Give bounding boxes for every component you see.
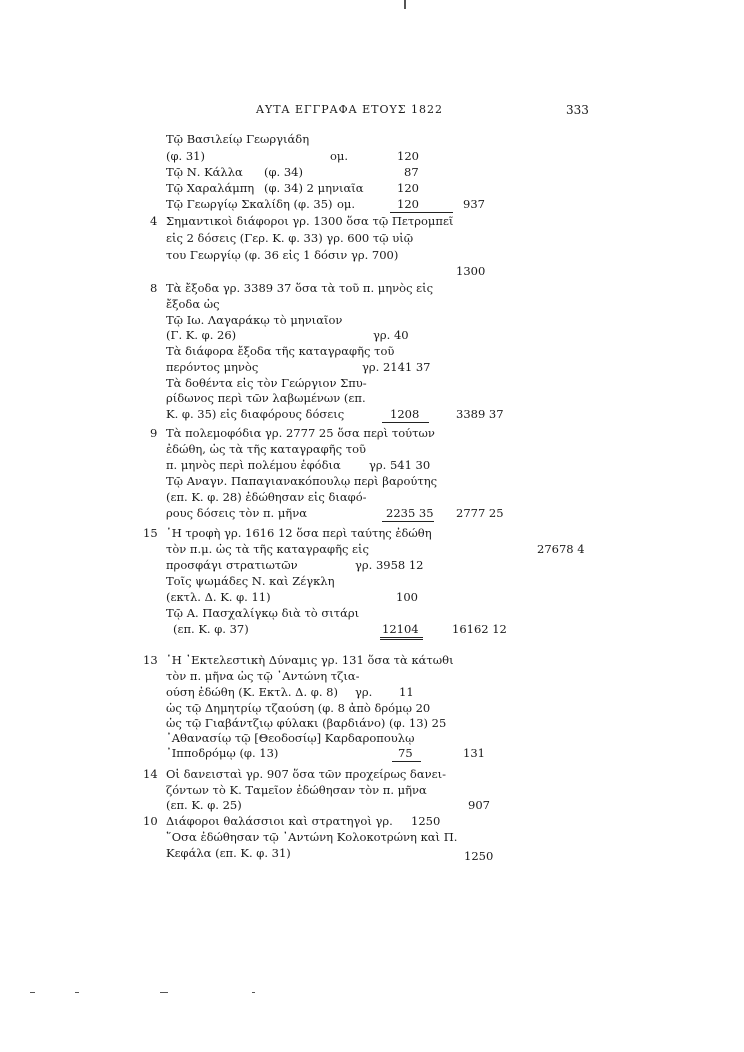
entry-line: (φ. 31) (166, 149, 205, 163)
subtotal: 1300 (456, 264, 486, 278)
entry-number: 4 (150, 214, 158, 228)
entry-line: ῾Η ᾿Εκτελεστικὴ Δύναμις γρ. 131 ὅσα τὰ κάτωθι (166, 653, 454, 667)
entry-line: Τὰ διάφορα ἔξοδα τῆς καταγραφῆς τοῦ (166, 344, 395, 358)
entry-line: π. μηνὸς περὶ πολέμου ἐφόδια (166, 458, 341, 472)
scan-mark (404, 0, 406, 9)
subtotal: 3389 37 (456, 407, 504, 421)
entry-line: Τὰ πολεμοφόδια γρ. 2777 25 ὅσα περὶ τούτων (166, 426, 435, 440)
entry-line: τὸν π.μ. ὡς τὰ τῆς καταγραφῆς εἰς (166, 542, 369, 556)
entry-number: 10 (143, 814, 158, 828)
entry-line: (επ. Κ. φ. 25) (166, 798, 242, 812)
entry-line: ομ. (337, 197, 356, 211)
scan-mark (75, 992, 79, 993)
amount: 12104 (380, 622, 423, 640)
entry-line: (επ. Κ. φ. 28) ἐδώθησαν εἰς διαφό- (166, 490, 367, 504)
entry-line: (εκτλ. Δ. Κ. φ. 11) (166, 590, 271, 604)
entry-line: Τῷ Ιω. Λαγαράκῳ τὸ μηνιαῖον (166, 313, 343, 327)
entry-number: 15 (143, 526, 158, 540)
entry-line: προσφάγι στρατιωτῶν (166, 558, 298, 572)
grand-total: 27678 4 (537, 542, 585, 556)
amount: 120 (397, 149, 419, 163)
amount: 75 (392, 746, 421, 762)
entry-line: ὡς τῷ Δημητρίῳ τζαούση (φ. 8 ἀπὸ δρόμῳ 20 (166, 701, 431, 715)
entry-line: ἔξοδα ὡς (166, 297, 220, 311)
subtotal: 1250 (464, 849, 494, 863)
amount: 1208 (382, 407, 429, 423)
entry-line: ούση ἐδώθη (Κ. Εκτλ. Δ. φ. 8) (166, 685, 338, 699)
entry-line: Τὰ δοθέντα εἰς τὸν Γεώργιον Σπυ- (166, 376, 367, 390)
subtotal: 131 (463, 746, 485, 760)
amount: 11 (399, 685, 414, 699)
entry-line: τὸν π. μῆνα ὡς τῷ ᾿Αντώνη τζια- (166, 669, 360, 683)
entry-number: 14 (143, 767, 158, 781)
entry-line: ομ. (330, 149, 349, 163)
entry-line: Τῷ Βασιλείῳ Γεωργιάδη (166, 132, 310, 146)
amount: 87 (404, 165, 419, 179)
amount: 2235 35 (382, 506, 434, 522)
entry-line: ὡς τῷ Γιαβάντζιῳ φύλακι (βαρδιάνο) (φ. 13) 25 (166, 716, 447, 730)
entry-line: Κ. φ. 35) εἰς διαφόρους δόσεις (166, 407, 345, 421)
page-number: 333 (566, 103, 589, 117)
entry-line: ᾿Αθανασίῳ τῷ [Θεοδοσίῳ] Καρδαροπουλῳ (166, 731, 415, 745)
scan-mark (160, 992, 168, 993)
entry-line: Οἱ δανεισταὶ γρ. 907 ὅσα τῶν προχείρως δανει- (166, 767, 446, 781)
amount: γρ. 40 (373, 328, 409, 342)
entry-line: (φ. 34) (264, 165, 303, 179)
entry-line: Τῷ Α. Πασχαλίγκῳ διὰ τὸ σιτάρι (166, 606, 360, 620)
entry-line: Διάφοροι θαλάσσιοι καὶ στρατηγοὶ γρ. (166, 814, 393, 828)
entry-line: ἐδώθη, ὡς τὰ τῆς καταγραφῆς τοῦ (166, 442, 366, 456)
entry-line: εἰς 2 δόσεις (Γερ. Κ. φ. 33) γρ. 600 τῷ υἱῷ (166, 231, 414, 245)
entry-line: ζόντων τὸ Κ. Ταμεῖον ἐδώθησαν τὸν π. μῆνα (166, 783, 427, 797)
entry-line: (Γ. Κ. φ. 26) (166, 328, 237, 342)
entry-line: ρίδωνος περὶ τῶν λαβωμένων (επ. (166, 391, 366, 405)
amount: 120 (397, 181, 419, 195)
entry-line: ᾿Ιπποδρόμῳ (φ. 13) (166, 746, 279, 760)
amount: 1250 (411, 814, 441, 828)
entry-line: Τὰ ἔξοδα γρ. 3389 37 ὅσα τὰ τοῦ π. μηνὸς εἰς (166, 281, 434, 295)
entry-line: Τῷ Χαραλάμπη (166, 181, 255, 195)
entry-line: (φ. 34) 2 μηνιαῖα (264, 181, 364, 195)
entry-line: ῾Η τροφὴ γρ. 1616 12 ὅσα περὶ ταύτης ἐδώθη (166, 526, 432, 540)
entry-number: 13 (143, 653, 158, 667)
entry-line: Σημαντικοὶ διάφοροι γρ. 1300 ὅσα τῷ Πετρομπεῖ (166, 214, 454, 228)
entry-line: ῞Οσα ἐδώθησαν τῷ ᾿Αντώνη Κολοκοτρώνη καὶ Π. (166, 830, 458, 844)
entry-line: ρους δόσεις τὸν π. μῆνα (166, 506, 307, 520)
entry-line: Κεφάλα (επ. Κ. φ. 31) (166, 846, 291, 860)
amount: γρ. 2141 37 (362, 360, 431, 374)
entry-line: (επ. Κ. φ. 37) (173, 622, 249, 636)
entry-number: 8 (150, 281, 158, 295)
subtotal: 907 (468, 798, 490, 812)
entry-line: Τοῖς ψωμάδες Ν. καὶ Ζέγκλη (166, 574, 335, 588)
subtotal: 2777 25 (456, 506, 504, 520)
entry-line: περόντος μηνὸς (166, 360, 259, 374)
amount: 120 (390, 197, 453, 213)
subtotal: 16162 12 (452, 622, 507, 636)
running-header: ΑΥΤΑ ΕΓΓΡΑΦΑ ΕΤΟΥΣ 1822 (256, 103, 443, 116)
scan-mark (30, 992, 35, 993)
entry-line: Τῷ Γεωργίῳ Σκαλίδη (φ. 35) (166, 197, 333, 211)
entry-line: γρ. (355, 685, 373, 699)
entry-line: Τῷ Αναγν. Παπαγιανακόπουλῳ περὶ βαρούτης (166, 474, 438, 488)
entry-line: Τῷ Ν. Κάλλα (166, 165, 243, 179)
amount: 100 (396, 590, 418, 604)
amount: γρ. 3958 12 (355, 558, 424, 572)
entry-number: 9 (150, 426, 158, 440)
entry-line: του Γεωργίῳ (φ. 36 εἰς 1 δόσιν γρ. 700) (166, 248, 399, 262)
subtotal: 937 (463, 197, 485, 211)
scan-mark (252, 992, 255, 993)
amount: γρ. 541 30 (369, 458, 431, 472)
